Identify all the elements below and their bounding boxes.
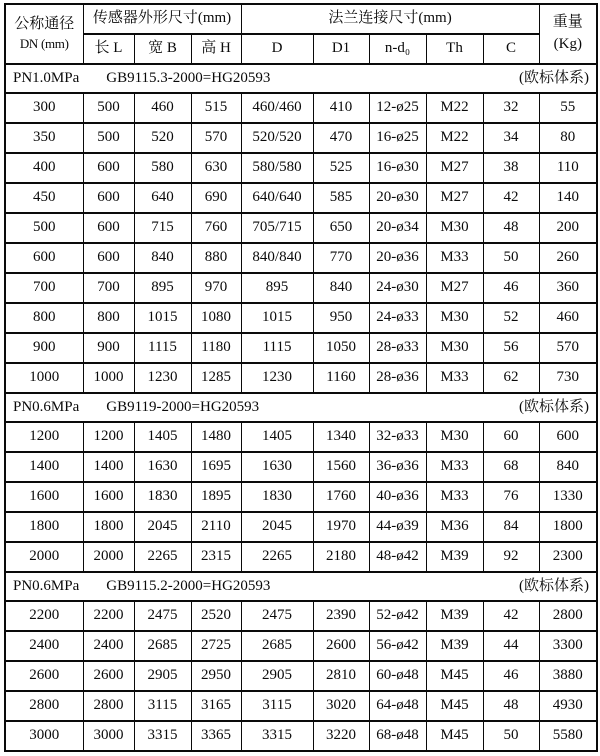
section-header-row bbox=[5, 393, 597, 422]
table-cell: 1895 bbox=[191, 482, 241, 512]
header-cell-d1: D1 bbox=[313, 34, 369, 64]
table-cell: 1000 bbox=[5, 363, 83, 393]
table-cell: 110 bbox=[539, 153, 597, 183]
table-cell: M33 bbox=[426, 243, 483, 273]
table-cell: 2725 bbox=[191, 631, 241, 661]
table-cell: 48-ø42 bbox=[369, 542, 426, 572]
table-cell: 600 bbox=[83, 153, 134, 183]
table-row bbox=[5, 422, 597, 452]
section-header-row bbox=[5, 64, 597, 93]
table-cell: 640 bbox=[134, 183, 191, 213]
table-cell: 600 bbox=[539, 422, 597, 452]
table-cell: 970 bbox=[191, 273, 241, 303]
table-cell: 1000 bbox=[83, 363, 134, 393]
table-cell: 1830 bbox=[134, 482, 191, 512]
section-standard-label: GB9119-2000=HG20593 bbox=[106, 398, 260, 415]
table-cell: 1400 bbox=[83, 452, 134, 482]
table-cell: 840/840 bbox=[241, 243, 313, 273]
table-cell: 840 bbox=[134, 243, 191, 273]
table-cell: 3880 bbox=[539, 661, 597, 691]
table-cell: 690 bbox=[191, 183, 241, 213]
header-row-columns bbox=[5, 34, 597, 64]
section-header-content bbox=[6, 399, 596, 416]
spec-table bbox=[4, 3, 598, 752]
table-row bbox=[5, 123, 597, 153]
table-cell: 1285 bbox=[191, 363, 241, 393]
table-cell: 1800 bbox=[5, 512, 83, 542]
section-note-label: (欧标体系) bbox=[519, 398, 590, 415]
table-cell: 800 bbox=[5, 303, 83, 333]
table-cell: M27 bbox=[426, 273, 483, 303]
table-cell: 585 bbox=[313, 183, 369, 213]
table-cell: 1180 bbox=[191, 333, 241, 363]
table-row bbox=[5, 333, 597, 363]
table-cell: M30 bbox=[426, 303, 483, 333]
table-cell: 28-ø36 bbox=[369, 363, 426, 393]
table-cell: 1200 bbox=[5, 422, 83, 452]
table-cell: 600 bbox=[83, 243, 134, 273]
table-cell: 570 bbox=[191, 123, 241, 153]
table-cell: 700 bbox=[5, 273, 83, 303]
table-cell: 55 bbox=[539, 93, 597, 123]
table-cell: 3115 bbox=[134, 691, 191, 721]
table-row bbox=[5, 482, 597, 512]
table-cell: 40-ø36 bbox=[369, 482, 426, 512]
table-cell: 3315 bbox=[134, 721, 191, 751]
table-row bbox=[5, 153, 597, 183]
table-cell: M45 bbox=[426, 661, 483, 691]
section-header-row bbox=[5, 572, 597, 601]
table-cell: 450 bbox=[5, 183, 83, 213]
header-cell-flange-group: 法兰连接尺寸(mm) bbox=[241, 4, 539, 34]
table-cell: 2810 bbox=[313, 661, 369, 691]
table-cell: 2685 bbox=[134, 631, 191, 661]
table-cell: 520 bbox=[134, 123, 191, 153]
table-cell: 84 bbox=[483, 512, 539, 542]
table-cell: 44 bbox=[483, 631, 539, 661]
table-cell: 600 bbox=[83, 183, 134, 213]
table-cell: 2600 bbox=[5, 661, 83, 691]
section-note-label: (欧标体系) bbox=[519, 577, 590, 594]
table-cell: 48 bbox=[483, 691, 539, 721]
header-cell-c: C bbox=[483, 34, 539, 64]
table-cell: 2315 bbox=[191, 542, 241, 572]
table-cell: 42 bbox=[483, 183, 539, 213]
section-pressure-label: PN0.6MPa bbox=[13, 398, 80, 415]
table-cell: 16-ø25 bbox=[369, 123, 426, 153]
table-cell: M30 bbox=[426, 213, 483, 243]
table-cell: 630 bbox=[191, 153, 241, 183]
table-cell: 770 bbox=[313, 243, 369, 273]
table-cell: 840 bbox=[539, 452, 597, 482]
section-standard-label: GB9115.2-2000=HG20593 bbox=[106, 577, 271, 594]
table-cell: M39 bbox=[426, 601, 483, 631]
table-cell: 520/520 bbox=[241, 123, 313, 153]
table-cell: M39 bbox=[426, 542, 483, 572]
table-cell: 3365 bbox=[191, 721, 241, 751]
table-cell: 2400 bbox=[5, 631, 83, 661]
table-cell: 76 bbox=[483, 482, 539, 512]
table-cell: 1330 bbox=[539, 482, 597, 512]
table-row bbox=[5, 512, 597, 542]
table-cell: 2180 bbox=[313, 542, 369, 572]
table-cell: 42 bbox=[483, 601, 539, 631]
table-cell: M33 bbox=[426, 452, 483, 482]
table-cell: M30 bbox=[426, 422, 483, 452]
section-header-cell bbox=[5, 572, 597, 601]
table-cell: 410 bbox=[313, 93, 369, 123]
table-cell: 1230 bbox=[241, 363, 313, 393]
table-cell: 3300 bbox=[539, 631, 597, 661]
table-row bbox=[5, 452, 597, 482]
table-cell: 950 bbox=[313, 303, 369, 333]
table-cell: 2600 bbox=[83, 661, 134, 691]
table-cell: 1405 bbox=[134, 422, 191, 452]
table-cell: 2600 bbox=[313, 631, 369, 661]
table-cell: 3115 bbox=[241, 691, 313, 721]
header-cell-d: D bbox=[241, 34, 313, 64]
table-cell: 200 bbox=[539, 213, 597, 243]
table-body bbox=[5, 4, 597, 751]
table-cell: 1200 bbox=[83, 422, 134, 452]
table-cell: 2000 bbox=[83, 542, 134, 572]
table-cell: 895 bbox=[134, 273, 191, 303]
table-cell: 350 bbox=[5, 123, 83, 153]
table-cell: 1080 bbox=[191, 303, 241, 333]
table-cell: 840 bbox=[313, 273, 369, 303]
table-cell: 2520 bbox=[191, 601, 241, 631]
table-cell: 60 bbox=[483, 422, 539, 452]
dn-unit: DN (mm) bbox=[19, 36, 69, 52]
table-cell: 5580 bbox=[539, 721, 597, 751]
table-cell: 50 bbox=[483, 721, 539, 751]
table-cell: 38 bbox=[483, 153, 539, 183]
table-cell: 1400 bbox=[5, 452, 83, 482]
table-cell: 1230 bbox=[134, 363, 191, 393]
table-cell: 2800 bbox=[5, 691, 83, 721]
table-row bbox=[5, 691, 597, 721]
weight-unit: (Kg) bbox=[553, 36, 582, 52]
header-row-groups bbox=[5, 4, 597, 34]
table-row bbox=[5, 243, 597, 273]
table-cell: 580/580 bbox=[241, 153, 313, 183]
table-cell: 500 bbox=[83, 93, 134, 123]
header-cell-weight bbox=[539, 4, 597, 64]
table-cell: M33 bbox=[426, 363, 483, 393]
header-cell-sensor-group: 传感器外形尺寸(mm) bbox=[83, 4, 241, 34]
header-cell-th: Th bbox=[426, 34, 483, 64]
table-cell: 900 bbox=[5, 333, 83, 363]
table-row bbox=[5, 601, 597, 631]
table-cell: M27 bbox=[426, 183, 483, 213]
table-row bbox=[5, 93, 597, 123]
table-cell: 32 bbox=[483, 93, 539, 123]
table-cell: 2045 bbox=[134, 512, 191, 542]
table-cell: 1600 bbox=[5, 482, 83, 512]
table-cell: 1115 bbox=[241, 333, 313, 363]
table-cell: 1480 bbox=[191, 422, 241, 452]
table-cell: 16-ø30 bbox=[369, 153, 426, 183]
table-cell: 50 bbox=[483, 243, 539, 273]
table-cell: 20-ø36 bbox=[369, 243, 426, 273]
table-row bbox=[5, 542, 597, 572]
table-cell: 46 bbox=[483, 273, 539, 303]
section-pressure-label: PN0.6MPa bbox=[13, 577, 80, 594]
header-cell-height: 高 H bbox=[191, 34, 241, 64]
table-cell: 1050 bbox=[313, 333, 369, 363]
table-cell: 4930 bbox=[539, 691, 597, 721]
table-cell: 64-ø48 bbox=[369, 691, 426, 721]
table-cell: 500 bbox=[5, 213, 83, 243]
table-cell: 3000 bbox=[5, 721, 83, 751]
table-cell: 3020 bbox=[313, 691, 369, 721]
table-cell: 2390 bbox=[313, 601, 369, 631]
table-cell: 515 bbox=[191, 93, 241, 123]
table-cell: 60-ø48 bbox=[369, 661, 426, 691]
table-cell: 24-ø30 bbox=[369, 273, 426, 303]
table-cell: 28-ø33 bbox=[369, 333, 426, 363]
table-cell: 1800 bbox=[539, 512, 597, 542]
table-row bbox=[5, 631, 597, 661]
section-header-cell bbox=[5, 64, 597, 93]
table-cell: 56 bbox=[483, 333, 539, 363]
table-cell: 68 bbox=[483, 452, 539, 482]
table-cell: 2475 bbox=[241, 601, 313, 631]
table-cell: 52-ø42 bbox=[369, 601, 426, 631]
table-cell: 62 bbox=[483, 363, 539, 393]
header-cell-width: 宽 B bbox=[134, 34, 191, 64]
table-cell: 880 bbox=[191, 243, 241, 273]
table-cell: 24-ø33 bbox=[369, 303, 426, 333]
table-cell: 20-ø34 bbox=[369, 213, 426, 243]
section-note-label: (欧标体系) bbox=[519, 69, 590, 86]
table-cell: 1340 bbox=[313, 422, 369, 452]
table-cell: 140 bbox=[539, 183, 597, 213]
table-cell: 1560 bbox=[313, 452, 369, 482]
table-cell: 730 bbox=[539, 363, 597, 393]
table-cell: 52 bbox=[483, 303, 539, 333]
section-pressure-label: PN1.0MPa bbox=[13, 69, 80, 86]
table-cell: 640/640 bbox=[241, 183, 313, 213]
table-cell: 1015 bbox=[134, 303, 191, 333]
table-cell: M39 bbox=[426, 631, 483, 661]
table-cell: 400 bbox=[5, 153, 83, 183]
table-cell: 2800 bbox=[83, 691, 134, 721]
table-cell: 34 bbox=[483, 123, 539, 153]
table-cell: 2200 bbox=[5, 601, 83, 631]
table-row bbox=[5, 183, 597, 213]
table-cell: 570 bbox=[539, 333, 597, 363]
table-cell: 92 bbox=[483, 542, 539, 572]
table-cell: 260 bbox=[539, 243, 597, 273]
table-cell: 2905 bbox=[241, 661, 313, 691]
table-cell: 1405 bbox=[241, 422, 313, 452]
table-cell: 1115 bbox=[134, 333, 191, 363]
dn-title: 公称通径 bbox=[14, 15, 75, 32]
table-cell: 2300 bbox=[539, 542, 597, 572]
table-cell: 80 bbox=[539, 123, 597, 153]
table-cell: 56-ø42 bbox=[369, 631, 426, 661]
table-cell: 300 bbox=[5, 93, 83, 123]
table-cell: 2475 bbox=[134, 601, 191, 631]
table-cell: 3165 bbox=[191, 691, 241, 721]
table-cell: M30 bbox=[426, 333, 483, 363]
table-cell: 3000 bbox=[83, 721, 134, 751]
table-row bbox=[5, 303, 597, 333]
table-cell: 44-ø39 bbox=[369, 512, 426, 542]
table-cell: 46 bbox=[483, 661, 539, 691]
table-cell: 470 bbox=[313, 123, 369, 153]
table-cell: 3220 bbox=[313, 721, 369, 751]
table-cell: 1630 bbox=[134, 452, 191, 482]
table-cell: 600 bbox=[5, 243, 83, 273]
table-cell: 2265 bbox=[241, 542, 313, 572]
table-cell: 1695 bbox=[191, 452, 241, 482]
table-row bbox=[5, 661, 597, 691]
table-cell: 20-ø30 bbox=[369, 183, 426, 213]
table-cell: 2400 bbox=[83, 631, 134, 661]
table-cell: M27 bbox=[426, 153, 483, 183]
table-cell: 460 bbox=[134, 93, 191, 123]
table-cell: 900 bbox=[83, 333, 134, 363]
header-cell-nd0: n-d₀ bbox=[369, 34, 426, 64]
section-header-cell bbox=[5, 393, 597, 422]
table-cell: 700 bbox=[83, 273, 134, 303]
table-cell: 1160 bbox=[313, 363, 369, 393]
table-cell: 1600 bbox=[83, 482, 134, 512]
table-cell: M33 bbox=[426, 482, 483, 512]
table-cell: 2045 bbox=[241, 512, 313, 542]
table-row bbox=[5, 363, 597, 393]
table-cell: 650 bbox=[313, 213, 369, 243]
section-standard-label: GB9115.3-2000=HG20593 bbox=[106, 69, 271, 86]
table-cell: 1630 bbox=[241, 452, 313, 482]
table-cell: 68-ø48 bbox=[369, 721, 426, 751]
table-cell: 580 bbox=[134, 153, 191, 183]
table-cell: 36-ø36 bbox=[369, 452, 426, 482]
table-row bbox=[5, 213, 597, 243]
table-cell: 1830 bbox=[241, 482, 313, 512]
table-cell: 525 bbox=[313, 153, 369, 183]
table-cell: 1800 bbox=[83, 512, 134, 542]
table-cell: 705/715 bbox=[241, 213, 313, 243]
table-row bbox=[5, 721, 597, 751]
table-cell: 12-ø25 bbox=[369, 93, 426, 123]
weight-title: 重量 bbox=[552, 14, 583, 31]
table-cell: 2905 bbox=[134, 661, 191, 691]
table-cell: 2950 bbox=[191, 661, 241, 691]
table-cell: 1015 bbox=[241, 303, 313, 333]
section-header-content bbox=[6, 70, 596, 87]
header-cell-dn bbox=[5, 4, 83, 64]
table-cell: M45 bbox=[426, 721, 483, 751]
table-cell: M36 bbox=[426, 512, 483, 542]
section-header-content bbox=[6, 578, 596, 595]
table-cell: 32-ø33 bbox=[369, 422, 426, 452]
table-cell: 2110 bbox=[191, 512, 241, 542]
table-cell: M22 bbox=[426, 123, 483, 153]
table-cell: 2000 bbox=[5, 542, 83, 572]
table-cell: 2800 bbox=[539, 601, 597, 631]
table-cell: 460/460 bbox=[241, 93, 313, 123]
table-cell: 2200 bbox=[83, 601, 134, 631]
table-cell: 600 bbox=[83, 213, 134, 243]
table-cell: 715 bbox=[134, 213, 191, 243]
table-cell: 760 bbox=[191, 213, 241, 243]
table-cell: 1970 bbox=[313, 512, 369, 542]
table-cell: 3315 bbox=[241, 721, 313, 751]
table-cell: 895 bbox=[241, 273, 313, 303]
table-cell: M22 bbox=[426, 93, 483, 123]
table-cell: 800 bbox=[83, 303, 134, 333]
table-cell: 48 bbox=[483, 213, 539, 243]
table-cell: 2265 bbox=[134, 542, 191, 572]
table-cell: 1760 bbox=[313, 482, 369, 512]
header-cell-length: 长 L bbox=[83, 34, 134, 64]
table-cell: 460 bbox=[539, 303, 597, 333]
table-row bbox=[5, 273, 597, 303]
table-cell: M45 bbox=[426, 691, 483, 721]
table-cell: 2685 bbox=[241, 631, 313, 661]
table-cell: 360 bbox=[539, 273, 597, 303]
table-cell: 500 bbox=[83, 123, 134, 153]
